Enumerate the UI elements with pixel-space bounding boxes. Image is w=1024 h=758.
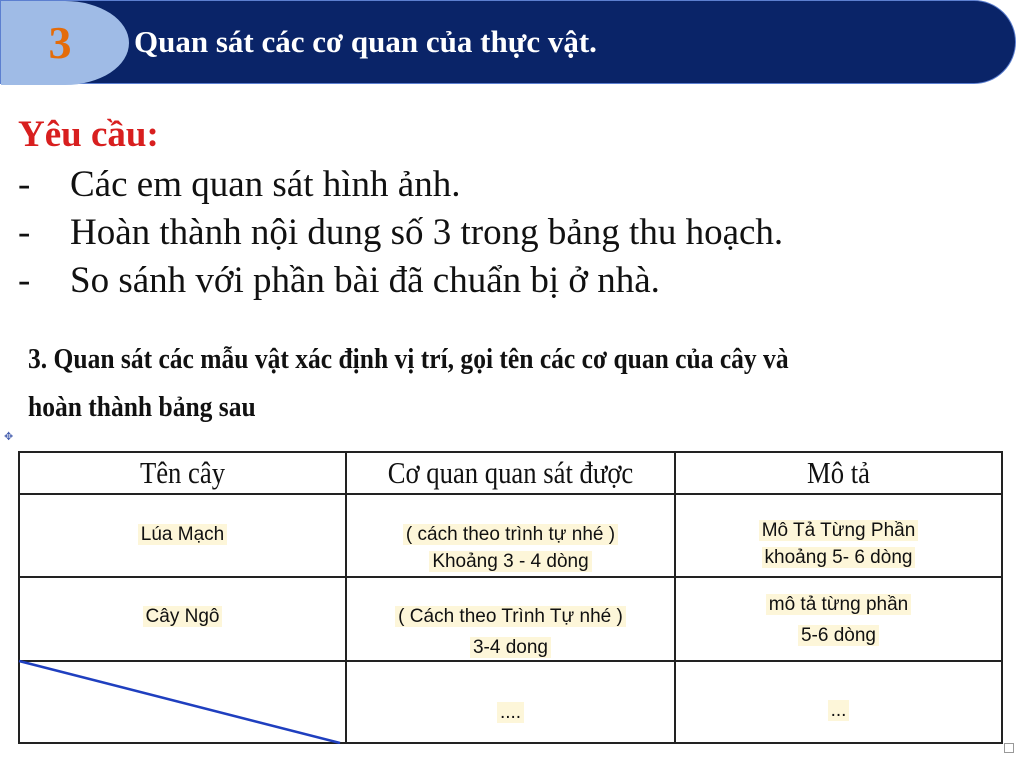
cell-organs <box>345 699 676 726</box>
requirements-list <box>18 162 1018 306</box>
section-title: Quan sát các cơ quan của thực vật. <box>134 24 597 59</box>
organs-text: .... <box>497 702 524 723</box>
cell-organs <box>345 521 676 575</box>
table-resize-handle[interactable] <box>1004 743 1014 753</box>
task-instruction <box>28 335 978 431</box>
plant-name: Cây Ngô <box>143 606 223 627</box>
cell-description <box>674 589 1003 651</box>
bullet-dash: - <box>18 164 31 205</box>
organs-text: 3-4 dong <box>470 637 551 658</box>
header-plant-name: Tên cây <box>139 455 226 490</box>
requirement-item <box>18 258 1018 306</box>
description-text: ... <box>828 700 850 721</box>
organs-text: ( cách theo trình tự nhé ) <box>403 524 618 545</box>
organs-text: Khoảng 3 - 4 dòng <box>429 551 591 572</box>
header-description: Mô tả <box>807 455 870 490</box>
header-organs: Cơ quan quan sát được <box>387 455 634 490</box>
description-text: Mô Tả Từng Phần <box>759 520 919 541</box>
requirement-text: So sánh với phần bài đã chuẩn bị ở nhà. <box>70 260 660 301</box>
description-text: 5-6 dòng <box>798 625 879 646</box>
section-header-banner <box>0 0 1016 84</box>
requirement-item <box>18 162 1018 210</box>
requirement-text: Các em quan sát hình ảnh. <box>70 164 461 205</box>
description-text: mô tả từng phần <box>766 594 911 615</box>
requirements-title: Yêu cầu: <box>18 114 159 155</box>
task-line-1: 3. Quan sát các mẫu vật xác định vị trí, gọi tên các cơ quan của cây và <box>28 343 789 375</box>
table-move-handle-icon[interactable]: ✥ <box>4 430 14 443</box>
section-number: 3 <box>48 17 72 68</box>
task-line-2: hoàn thành bảng sau <box>28 391 256 423</box>
diagonal-cell-line <box>18 451 348 744</box>
cell-description <box>674 697 1003 724</box>
cell-organs <box>345 601 676 663</box>
observation-table <box>18 451 1003 744</box>
diagonal-line <box>19 661 340 743</box>
bullet-dash: - <box>18 260 31 301</box>
cell-description <box>674 517 1003 571</box>
plant-name: Lúa Mạch <box>138 524 227 545</box>
requirement-text: Hoàn thành nội dung số 3 trong bảng thu hoạch. <box>70 212 784 253</box>
organs-text: ( Cách theo Trình Tự nhé ) <box>395 606 626 627</box>
bullet-dash: - <box>18 212 31 253</box>
description-text: khoảng 5- 6 dòng <box>762 547 916 568</box>
requirement-item <box>18 210 1018 258</box>
